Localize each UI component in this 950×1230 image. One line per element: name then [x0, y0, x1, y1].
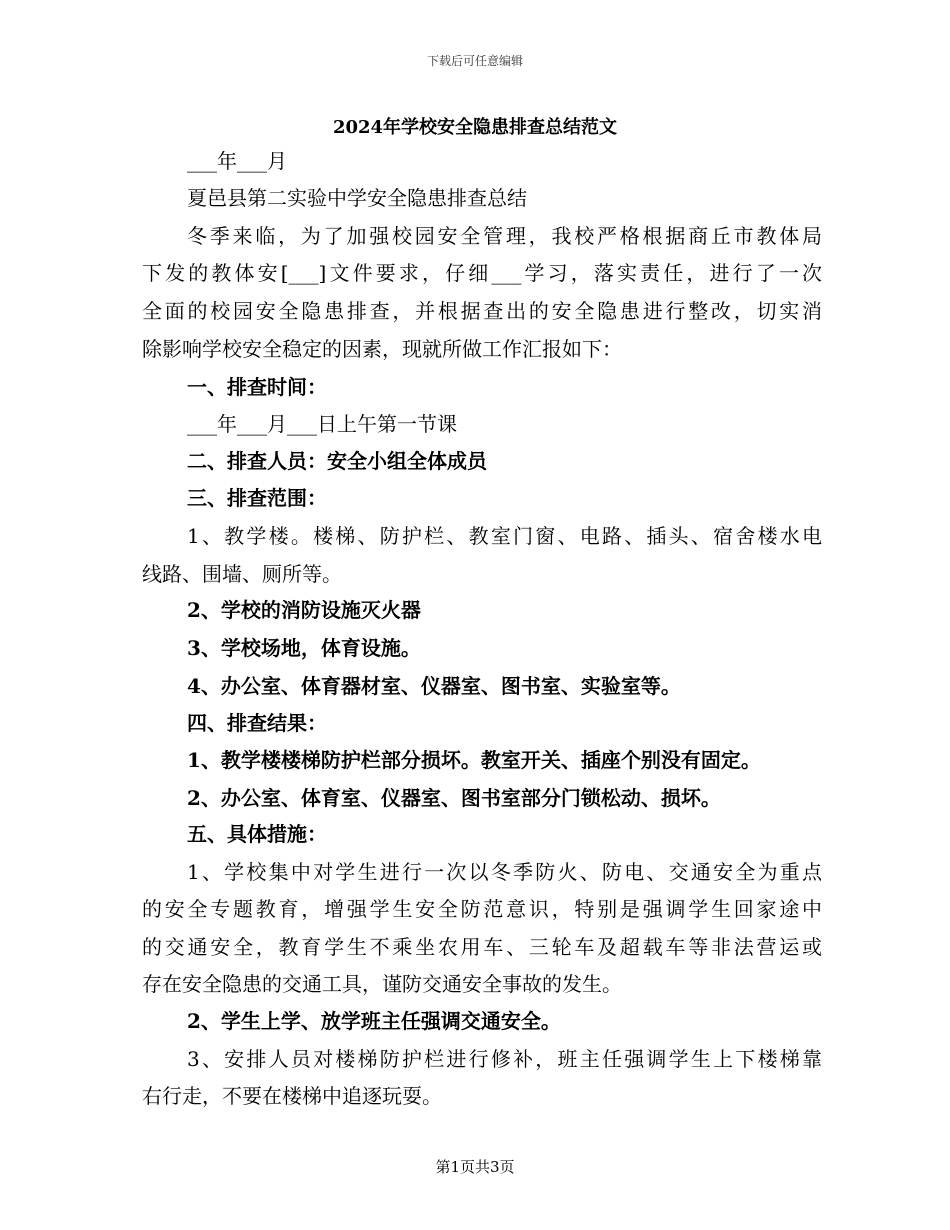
section-heading-personnel: 二、排查人员：安全小组全体成员: [187, 449, 487, 473]
measure-paragraph-line: 3、安排人员对楼梯防护栏进行修补，班主任强调学生上下楼梯靠: [187, 1047, 822, 1071]
document-title: 2024年学校安全隐患排查总结范文: [332, 117, 618, 138]
measure-paragraph-line: 1、学校集中对学生进行一次以冬季防火、防电、交通安全为重点: [187, 860, 822, 884]
measure-paragraph-line: 存在安全隐患的交通工具，谨防交通安全事故的发生。: [142, 972, 622, 996]
measure-paragraph-line: 的交通安全，教育学生不乘坐农用车、三轮车及超载车等非法营运或: [142, 935, 822, 959]
section-heading-time: 一、排查时间：: [187, 375, 327, 399]
scope-item: 3、学校场地，体育设施。: [187, 636, 421, 660]
measure-paragraph-line: 右行走，不要在楼梯中追逐玩耍。: [142, 1084, 442, 1108]
result-item: 1、教学楼楼梯防护栏部分损坏。教室开关、插座个别没有固定。: [187, 748, 761, 772]
report-heading: 夏邑县第二实验中学安全隐患排查总结: [187, 186, 527, 210]
measure-paragraph-line: 的安全专题教育，增强学生安全防范意识，特别是强调学生回家途中: [142, 897, 822, 921]
section-heading-results: 四、排查结果：: [187, 711, 327, 735]
date-line: ___年___月: [187, 149, 287, 173]
scope-item-line: 线路、围墙、厕所等。: [142, 562, 342, 586]
scope-item: 2、学校的消防设施灭火器: [187, 598, 421, 622]
section-heading-scope: 三、排查范围：: [187, 486, 327, 510]
measure-item: 2、学生上学、放学班主任强调交通安全。: [187, 1009, 561, 1033]
section-heading-measures: 五、具体措施：: [187, 822, 327, 846]
intro-paragraph-line: 下发的教体安[___]文件要求，仔细___学习，落实责任，进行了一次: [142, 261, 822, 285]
intro-paragraph-line: 冬季来临，为了加强校园安全管理，我校严格根据商丘市教体局: [187, 224, 822, 248]
page-header: 下载后可任意编辑: [426, 54, 523, 68]
scope-item-line: 1、教学楼。楼梯、防护栏、教室门窗、电路、插头、宿舍楼水电: [187, 524, 822, 548]
inspection-time: ___年___月___日上午第一节课: [187, 412, 457, 436]
result-item: 2、办公室、体育室、仪器室、图书室部分门锁松动、损坏。: [187, 786, 721, 810]
page-number: 第1页共3页: [435, 1158, 515, 1176]
intro-paragraph-line: 除影响学校安全稳定的因素，现就所做工作汇报如下：: [142, 337, 622, 361]
scope-item: 4、办公室、体育器材室、仪器室、图书室、实验室等。: [187, 674, 681, 698]
intro-paragraph-line: 全面的校园安全隐患排查，并根据查出的安全隐患进行整改，切实消: [142, 299, 822, 323]
